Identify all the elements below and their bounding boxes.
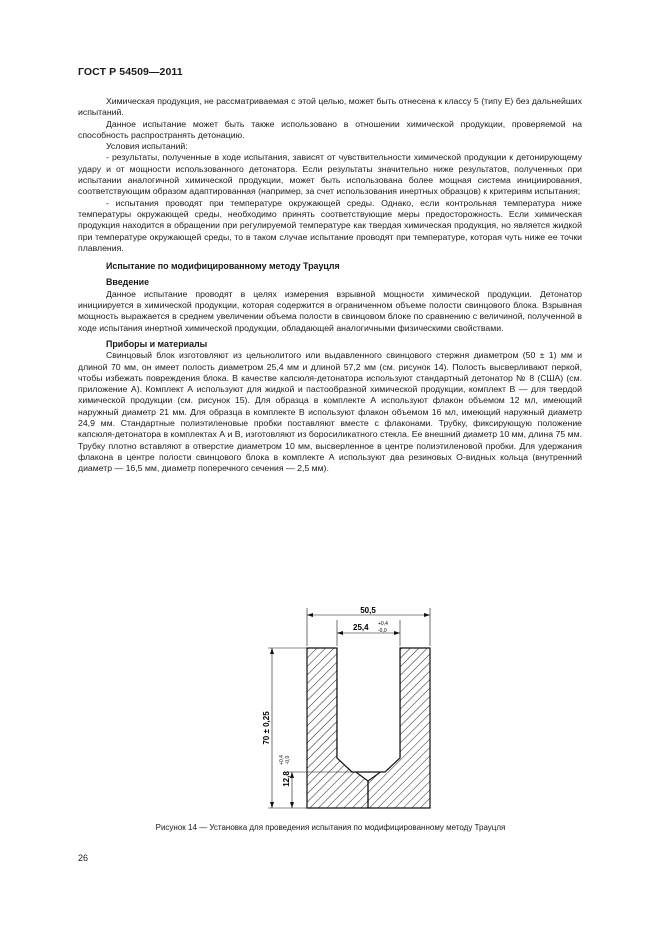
cavity-outline [337, 648, 400, 772]
intro-paragraph: Данное испытание проводят в целях измерения взрывной мощности химической продукции. Детонатор инициируется в химической продукции, которая содержится в ограниченном объеме полости свинцового блока. Взрывная мощность выражается в среднем увеличении объема полости в свинцовом блоке по сравнению с величиной, полученной в ходе испытания инертной химической продукции, обладающей аналогичными физическими свойствами. [78, 288, 582, 333]
equipment-paragraph: Свинцовый блок изготовляют из цельнолитого или выдавленного свинцового стержня диаметром (50 ± 1) мм и длиной 70 мм, он имеет полость диаметром 25,4 мм и длиной 57,2 мм (см. рисунок 14). Полость высверливают перкой, чтобы избежать повреждения блока. В качестве капсюля-детонатора используют стандартный детонатор № 8 (США) (см. приложение А). Комплект А используют для жидкой и пастообразной химической продукции, комплект В — для твердой химической продукции (см. рисунок 15). Для образца в комплекте А используют флакон объемом 12 мл, имеющий наружный диаметр 21 мм. Для образца в комплекте В используют флакон объемом 16 мл, имеющий наружный диаметр 24,9 мм. Стандартные полиэтиленовые пробки поставляют вместе с флаконами. Трубку, фиксирующую положение капсюля-детонатора в комплектах А и В, изготовляют из боросиликатного стекла. Ее внешний диаметр 10 мм, длина 75 мм. Трубку плотно вставляют в отверстие диаметром 10 мм, высверленное в центре полиэтиленовой пробки. Для удержания флакона в центре полости свинцового блока в комплекте А используют два резиновых О-видных кольца (внутренний диаметр — 16,5 мм, диаметр поперечного сечения — 2,5 мм). [78, 350, 582, 474]
dim-cavity-tol-lower: -0,0 [378, 628, 387, 634]
dim-bottom-tol-lower: -0,0 [285, 755, 291, 765]
paragraph: Данное испытание может быть также использовано в отношении химической продукции, проверяемой на способность распространять детонацию. [78, 118, 582, 140]
document-header: ГОСТ Р 54509—2011 [78, 66, 183, 78]
paragraph: - результаты, полученные в ходе испытания, зависят от чувствительности химической продукции к детонирующему удару и от мощности использованного детонатора. Если результаты значительно ниже результатов, полученных при испытании аналогичной химической продукции, может быть использована более мощная система инициирования, соответствующим образом адаптированная (например, за счет использования инертных образцов) к критериям испытания; [78, 152, 582, 197]
paragraph: Условия испытаний: [106, 141, 188, 152]
dim-cavity-tol-upper: +0,4 [378, 621, 388, 627]
subsection-heading-intro: Введение [106, 277, 150, 288]
figure-caption: Рисунок 14 — Установка для проведения испытания по модифицированному методу Трауцля [155, 823, 506, 832]
dim-bottom: 12,8 [282, 771, 291, 787]
section-title: Испытание по модифицированному методу Трауцля [106, 261, 340, 272]
paragraph: - испытания проводят при температуре окружающей среды. Однако, если контрольная температура ниже температуры окружающей среды, необходимо принять соответствующие меры предосторожность. Если химическая продукция находится в обращении при регулируемой температуре как твердая химическая продукция, но является жидкой при температуре окружающей среды, то в таком случае испытание проводят при температуре, которая чуть ниже ее точки плавления. [78, 197, 582, 253]
dim-bottom-tol-upper: +0,4 [279, 755, 285, 765]
lead-block-drawing [240, 606, 450, 818]
figure-14-lead-block [240, 606, 450, 818]
subsection-heading-equipment: Приборы и материалы [106, 338, 208, 349]
document-body [78, 96, 582, 475]
dim-outer-width: 50,5 [360, 606, 376, 615]
page-number: 26 [78, 853, 89, 863]
dim-height: 70 ± 0,25 [262, 711, 271, 745]
paragraph: Химическая продукция, не рассматриваемая с этой целью, может быть отнесена к классу 5 (типу E) без дальнейших испытаний. [78, 96, 582, 118]
dim-cavity-width: 25,4 [353, 623, 369, 632]
